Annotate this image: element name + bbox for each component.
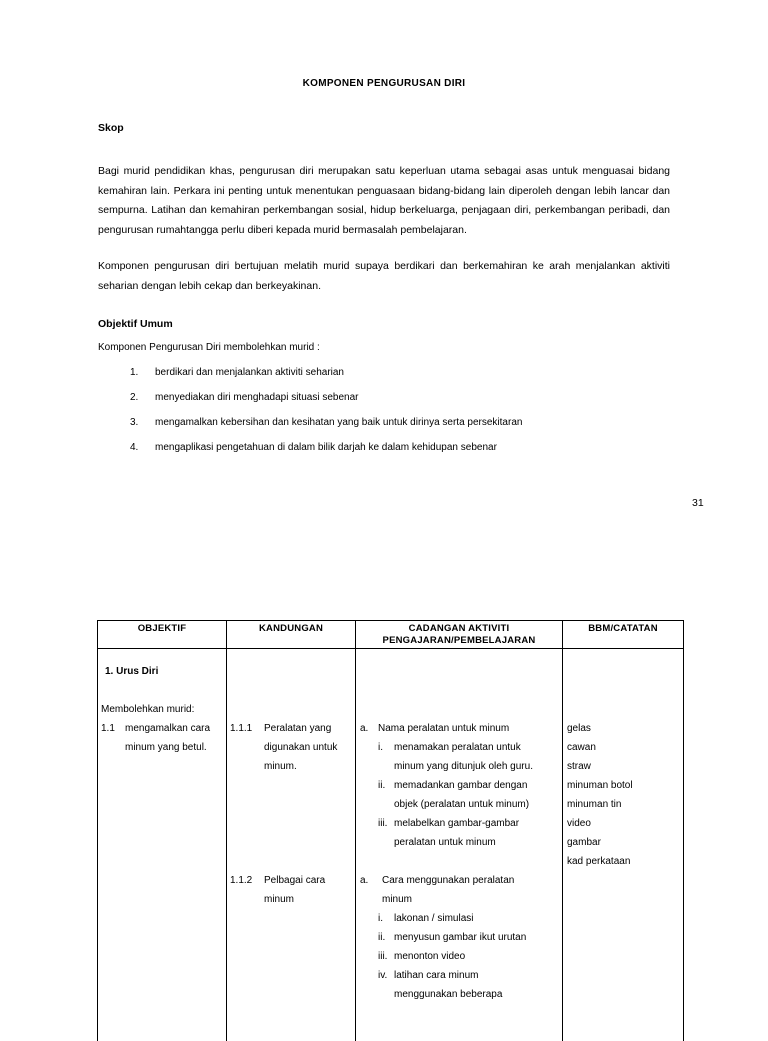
header-cadangan-line1: CADANGAN AKTIVITI bbox=[408, 623, 510, 634]
skop-paragraph-1 bbox=[98, 162, 670, 240]
objektif-umum-heading: Objektif Umum bbox=[98, 318, 173, 330]
header-cadangan bbox=[356, 623, 562, 647]
objektif-item-3 bbox=[130, 417, 522, 428]
objektif-item-number: 1. bbox=[130, 367, 139, 378]
objektif-item-1 bbox=[130, 367, 344, 378]
bbm-item: minuman tin bbox=[567, 799, 622, 810]
bbm-item: minuman botol bbox=[567, 780, 633, 791]
document-title: KOMPONEN PENGURUSAN DIRI bbox=[302, 78, 466, 89]
cadangan-text: Cara menggunakan peralatan bbox=[382, 875, 515, 886]
section-title: 1. Urus Diri bbox=[105, 666, 159, 677]
cadangan-sub-number: iv. bbox=[378, 970, 388, 981]
objektif-item-number: 2. bbox=[130, 392, 139, 403]
objektif-item-number: 1.1 bbox=[101, 723, 115, 734]
kandungan-number: 1.1.1 bbox=[230, 723, 253, 734]
objektif-item-text: berdikari dan menjalankan aktiviti seharian bbox=[155, 367, 344, 378]
cadangan-sub-number: ii. bbox=[378, 780, 386, 791]
objektif-item-line2: minum yang betul. bbox=[125, 742, 207, 753]
cadangan-sub-line: menamakan peralatan untuk bbox=[394, 742, 521, 753]
bbm-item: gambar bbox=[567, 837, 601, 848]
skop-heading: Skop bbox=[98, 122, 124, 134]
objektif-item-line1: mengamalkan cara bbox=[125, 723, 211, 734]
header-cadangan-line2: PENGAJARAN/PEMBELAJARAN bbox=[382, 635, 536, 646]
kandungan-line: minum bbox=[264, 894, 295, 905]
activity-table bbox=[97, 620, 684, 1041]
objektif-item-4 bbox=[130, 442, 497, 453]
cadangan-sub-line: objek (peralatan untuk minum) bbox=[394, 799, 530, 810]
kandungan-line: digunakan untuk bbox=[264, 742, 338, 753]
bbm-item: video bbox=[567, 818, 591, 829]
header-objektif: OBJEKTIF bbox=[137, 623, 187, 634]
bbm-item: kad perkataan bbox=[567, 856, 631, 867]
cadangan-sub-line: menggunakan beberapa bbox=[394, 989, 503, 1000]
cadangan-sub-line: minum yang ditunjuk oleh guru. bbox=[394, 761, 533, 772]
column-divider bbox=[355, 621, 356, 1041]
cadangan-sub-line: lakonan / simulasi bbox=[394, 913, 474, 924]
column-divider bbox=[562, 621, 563, 1041]
objektif-umum-intro: Komponen Pengurusan Diri membolehkan murid : bbox=[98, 342, 320, 353]
objektif-item-number: 3. bbox=[130, 417, 139, 428]
kandungan-line: Pelbagai cara bbox=[264, 875, 326, 886]
cadangan-label: a. bbox=[360, 875, 369, 886]
kandungan-line: minum. bbox=[264, 761, 297, 772]
cadangan-label: a. bbox=[360, 723, 369, 734]
skop-paragraph-1-text: Bagi murid pendidikan khas, pengurusan diri merupakan satu keperluan utama sebagai asas untuk menguasai bidang kemahiran lain. Perkara ini penting untuk menentukan penguasaan bidang-bidang lain diperoleh dengan lebih lancar dan sempurna. Latihan dan kemahiran perkembangan sosial, hidup berkeluarga, penjagaan diri, perkembangan peribadi, dan pengurusan rumahtangga perlu diberi kepada murid bermasalah pembelajaran. bbox=[98, 165, 670, 236]
kandungan-line: Peralatan yang bbox=[264, 723, 332, 734]
bbm-item: cawan bbox=[567, 742, 596, 753]
header-divider bbox=[98, 648, 683, 649]
skop-paragraph-2-text: Komponen pengurusan diri bertujuan melatih murid supaya berdikari dan berkemahiran ke arah menjalankan aktiviti seharian dengan lebih cekap dan berkeyakinan. bbox=[98, 260, 670, 292]
cadangan-sub-number: iii. bbox=[378, 818, 388, 829]
kandungan-number: 1.1.2 bbox=[230, 875, 253, 886]
header-bbm: BBM/CATATAN bbox=[588, 623, 658, 634]
cadangan-sub-line: peralatan untuk minum bbox=[394, 837, 496, 848]
cadangan-sub-line: latihan cara minum bbox=[394, 970, 479, 981]
skop-paragraph-2 bbox=[98, 257, 670, 296]
cadangan-sub-number: ii. bbox=[378, 932, 386, 943]
objektif-item-text: menyediakan diri menghadapi situasi sebenar bbox=[155, 392, 359, 403]
cadangan-sub-number: i. bbox=[378, 913, 383, 924]
cadangan-sub-line: melabelkan gambar-gambar bbox=[394, 818, 520, 829]
objektif-item-number: 4. bbox=[130, 442, 139, 453]
column-divider bbox=[226, 621, 227, 1041]
objektif-item-2 bbox=[130, 392, 358, 403]
objektif-item-text: mengaplikasi pengetahuan di dalam bilik darjah ke dalam kehidupan sebenar bbox=[155, 442, 497, 453]
cadangan-text: Nama peralatan untuk minum bbox=[378, 723, 510, 734]
cadangan-sub-line: menonton video bbox=[394, 951, 466, 962]
cadangan-sub-line: memadankan gambar dengan bbox=[394, 780, 528, 791]
cadangan-sub-number: i. bbox=[378, 742, 383, 753]
bbm-item: straw bbox=[567, 761, 591, 772]
header-kandungan: KANDUNGAN bbox=[258, 623, 324, 634]
cadangan-text: minum bbox=[382, 894, 413, 905]
membolehkan-label: Membolehkan murid: bbox=[101, 704, 195, 715]
cadangan-sub-line: menyusun gambar ikut urutan bbox=[394, 932, 527, 943]
objektif-item-text: mengamalkan kebersihan dan kesihatan yang baik untuk dirinya serta persekitaran bbox=[155, 417, 523, 428]
cadangan-sub-number: iii. bbox=[378, 951, 388, 962]
page-number: 31 bbox=[692, 497, 704, 509]
bbm-item: gelas bbox=[567, 723, 591, 734]
